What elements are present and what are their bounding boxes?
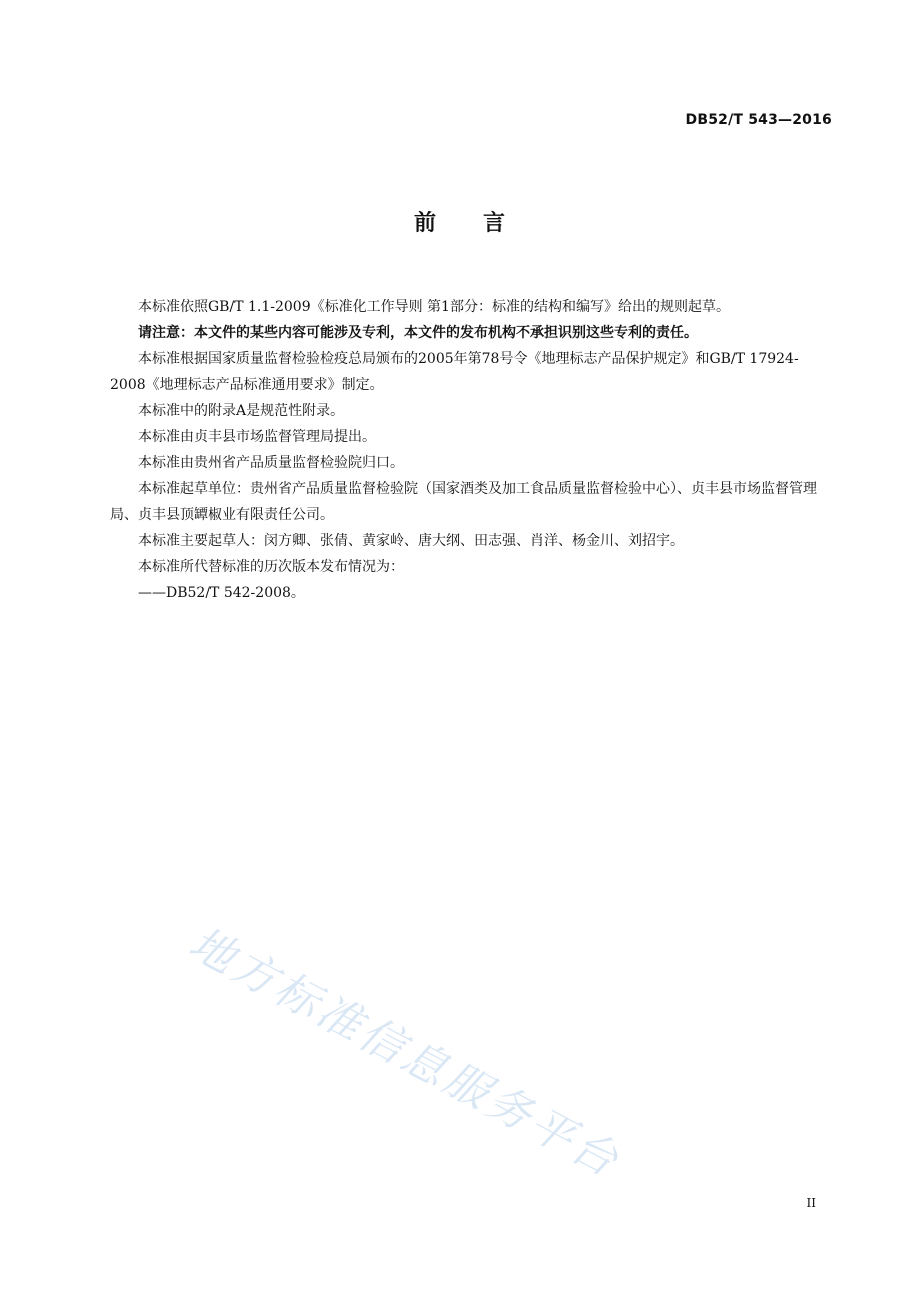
- paragraph-drafting-rules: 本标准依照GB/T 1.1-2009《标准化工作导则 第1部分：标准的结构和编写》给出的规则起草。: [138, 299, 730, 315]
- paragraph-patent-notice: 请注意：本文件的某些内容可能涉及专利，本文件的发布机构不承担识别这些专利的责任。: [138, 325, 698, 341]
- paragraph-basis: 本标准根据国家质量监督检验检疫总局颁布的2005年第78号令《地理标志产品保护规定》和GB/T 17924-2008《地理标志产品标准通用要求》制定。: [110, 351, 799, 393]
- paragraph-centralized-by: 本标准由贵州省产品质量监督检验院归口。: [138, 455, 404, 471]
- paragraph-appendix: 本标准中的附录A是规范性附录。: [138, 403, 345, 419]
- page-title: [0, 206, 920, 237]
- paragraph-proposed-by: 本标准由贞丰县市场监督管理局提出。: [138, 429, 376, 445]
- document-code: DB52/T 543—2016: [685, 112, 832, 128]
- paragraph-history-intro: 本标准所代替标准的历次版本发布情况为：: [138, 559, 404, 575]
- paragraph-drafters: 本标准主要起草人：闵方卿、张倩、黄家岭、唐大纲、田志强、肖洋、杨金川、刘招宇。: [138, 533, 684, 549]
- title-char-2: 言: [483, 211, 507, 236]
- paragraph-drafting-units: 本标准起草单位：贵州省产品质量监督检验院（国家酒类及加工食品质量监督检验中心）、贞丰县市场监督管理局、贞丰县顶罈椒业有限责任公司。: [110, 481, 817, 523]
- title-char-1: 前: [413, 211, 437, 236]
- watermark-text: 地方标准信息服务平台: [180, 917, 629, 1189]
- paragraph-history-item: ——DB52/T 542-2008。: [138, 585, 305, 601]
- page-number: II: [806, 1196, 816, 1210]
- foreword-body: [110, 294, 834, 606]
